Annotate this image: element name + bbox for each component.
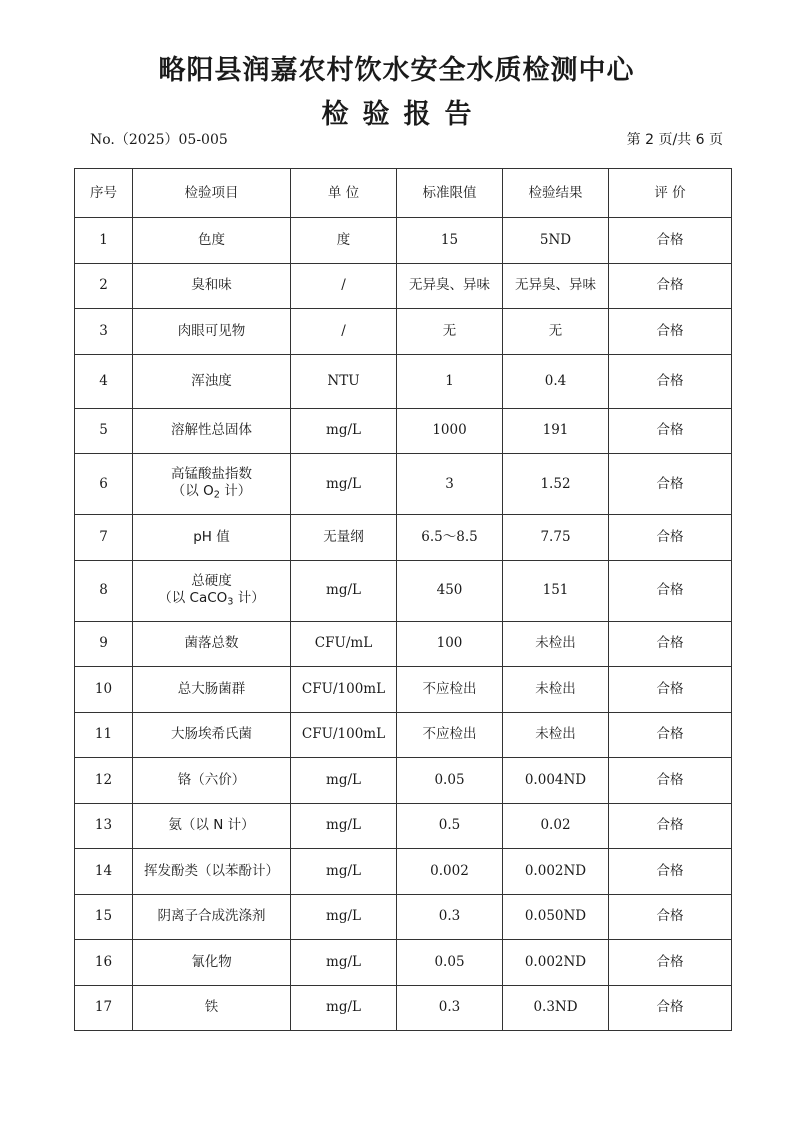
row-result: 0.050ND: [503, 894, 609, 940]
row-unit: mg/L: [291, 408, 397, 454]
row-number: 17: [75, 985, 133, 1031]
row-number: 6: [75, 454, 133, 515]
inspection-results-table: [74, 168, 732, 1031]
row-limit: 0.05: [397, 758, 503, 804]
table-row: [75, 560, 732, 621]
row-unit: /: [291, 263, 397, 309]
row-result: 0.4: [503, 354, 609, 408]
row-limit: 3: [397, 454, 503, 515]
row-limit: 0.002: [397, 849, 503, 895]
row-result: 7.75: [503, 515, 609, 561]
row-result: 未检出: [503, 621, 609, 667]
row-item: 溶解性总固体: [133, 408, 291, 454]
row-number: 8: [75, 560, 133, 621]
row-evaluation: 合格: [609, 803, 732, 849]
row-unit: mg/L: [291, 985, 397, 1031]
row-limit: 不应检出: [397, 712, 503, 758]
row-unit: mg/L: [291, 454, 397, 515]
row-result: 0.02: [503, 803, 609, 849]
row-unit: mg/L: [291, 894, 397, 940]
row-result: 151: [503, 560, 609, 621]
row-unit: mg/L: [291, 758, 397, 804]
table-row: [75, 667, 732, 713]
row-item: pH 值: [133, 515, 291, 561]
table-row: [75, 354, 732, 408]
row-limit: 1: [397, 354, 503, 408]
table-row: [75, 712, 732, 758]
table-row: [75, 803, 732, 849]
table-row: [75, 849, 732, 895]
row-result: 0.3ND: [503, 985, 609, 1031]
row-limit: 1000: [397, 408, 503, 454]
row-number: 11: [75, 712, 133, 758]
report-number: No.（2025）05-005: [90, 132, 228, 148]
note-subscript: 2: [213, 489, 220, 501]
table-row: [75, 940, 732, 986]
row-unit: CFU/mL: [291, 621, 397, 667]
row-evaluation: 合格: [609, 667, 732, 713]
row-result: 5ND: [503, 218, 609, 264]
row-result: 0.002ND: [503, 849, 609, 895]
column-header-evaluation: 评 价: [609, 169, 732, 218]
row-limit: 无: [397, 309, 503, 355]
row-item: 臭和味: [133, 263, 291, 309]
row-result: 1.52: [503, 454, 609, 515]
row-evaluation: 合格: [609, 309, 732, 355]
row-number: 5: [75, 408, 133, 454]
table-header-row: [75, 169, 732, 218]
row-item: [133, 560, 291, 621]
note-prefix: （以 O: [171, 483, 214, 500]
table-row: [75, 218, 732, 264]
table-row: [75, 985, 732, 1031]
row-unit: CFU/100mL: [291, 667, 397, 713]
row-evaluation: 合格: [609, 849, 732, 895]
row-item-note: [135, 483, 288, 502]
row-item-name: 总硬度: [191, 572, 232, 589]
row-limit: 450: [397, 560, 503, 621]
row-evaluation: 合格: [609, 263, 732, 309]
row-limit: 0.3: [397, 894, 503, 940]
row-result: 未检出: [503, 667, 609, 713]
row-result: 无异臭、异味: [503, 263, 609, 309]
row-limit: 15: [397, 218, 503, 264]
row-number: 3: [75, 309, 133, 355]
row-unit: 度: [291, 218, 397, 264]
table-row: [75, 309, 732, 355]
row-evaluation: 合格: [609, 515, 732, 561]
row-unit: 无量纲: [291, 515, 397, 561]
row-result: 无: [503, 309, 609, 355]
row-evaluation: 合格: [609, 218, 732, 264]
row-item: 氨（以 N 计）: [133, 803, 291, 849]
row-evaluation: 合格: [609, 758, 732, 804]
note-prefix: （以 CaCO: [158, 589, 228, 606]
organization-title: 略阳县润嘉农村饮水安全水质检测中心: [158, 55, 635, 86]
row-limit: 100: [397, 621, 503, 667]
column-header-unit: 单 位: [291, 169, 397, 218]
row-unit: CFU/100mL: [291, 712, 397, 758]
row-item: 浑浊度: [133, 354, 291, 408]
row-result: 0.004ND: [503, 758, 609, 804]
row-evaluation: 合格: [609, 408, 732, 454]
row-item: 色度: [133, 218, 291, 264]
page-indicator: 第 2 页/共 6 页: [626, 132, 723, 148]
row-unit: /: [291, 309, 397, 355]
row-result: 未检出: [503, 712, 609, 758]
row-item: 菌落总数: [133, 621, 291, 667]
row-item: 氰化物: [133, 940, 291, 986]
row-evaluation: 合格: [609, 621, 732, 667]
row-unit: mg/L: [291, 560, 397, 621]
row-limit: 无异臭、异味: [397, 263, 503, 309]
row-limit: 0.5: [397, 803, 503, 849]
row-item: [133, 454, 291, 515]
row-number: 7: [75, 515, 133, 561]
row-evaluation: 合格: [609, 712, 732, 758]
row-limit: 6.5～8.5: [397, 515, 503, 561]
note-suffix: 计）: [233, 589, 265, 606]
row-evaluation: 合格: [609, 985, 732, 1031]
row-number: 1: [75, 218, 133, 264]
column-header-item: 检验项目: [133, 169, 291, 218]
row-item: 挥发酚类（以苯酚计）: [133, 849, 291, 895]
row-unit: NTU: [291, 354, 397, 408]
row-item-note: [135, 590, 288, 609]
row-unit: mg/L: [291, 849, 397, 895]
row-number: 10: [75, 667, 133, 713]
row-limit: 0.3: [397, 985, 503, 1031]
row-number: 12: [75, 758, 133, 804]
row-result: 191: [503, 408, 609, 454]
row-item-name: 高锰酸盐指数: [171, 466, 252, 483]
row-limit: 0.05: [397, 940, 503, 986]
row-limit: 不应检出: [397, 667, 503, 713]
table-row: [75, 894, 732, 940]
row-result: 0.002ND: [503, 940, 609, 986]
row-number: 4: [75, 354, 133, 408]
row-number: 15: [75, 894, 133, 940]
row-number: 14: [75, 849, 133, 895]
row-unit: mg/L: [291, 803, 397, 849]
table-row: [75, 408, 732, 454]
row-item: 大肠埃希氏菌: [133, 712, 291, 758]
row-item: 铬（六价）: [133, 758, 291, 804]
row-evaluation: 合格: [609, 560, 732, 621]
row-evaluation: 合格: [609, 940, 732, 986]
row-number: 13: [75, 803, 133, 849]
note-subscript: 3: [227, 596, 234, 608]
column-header-no: 序号: [75, 169, 133, 218]
row-evaluation: 合格: [609, 454, 732, 515]
table-row: [75, 621, 732, 667]
note-suffix: 计）: [219, 483, 252, 500]
row-evaluation: 合格: [609, 894, 732, 940]
row-item: 肉眼可见物: [133, 309, 291, 355]
report-title: 检验报告: [321, 99, 486, 130]
row-item: 阴离子合成洗涤剂: [133, 894, 291, 940]
column-header-result: 检验结果: [503, 169, 609, 218]
row-number: 2: [75, 263, 133, 309]
row-evaluation: 合格: [609, 354, 732, 408]
row-unit: mg/L: [291, 940, 397, 986]
row-number: 16: [75, 940, 133, 986]
row-item: 铁: [133, 985, 291, 1031]
table-row: [75, 758, 732, 804]
column-header-limit: 标准限值: [397, 169, 503, 218]
row-item: 总大肠菌群: [133, 667, 291, 713]
row-number: 9: [75, 621, 133, 667]
table-row: [75, 454, 732, 515]
table-row: [75, 515, 732, 561]
table-row: [75, 263, 732, 309]
